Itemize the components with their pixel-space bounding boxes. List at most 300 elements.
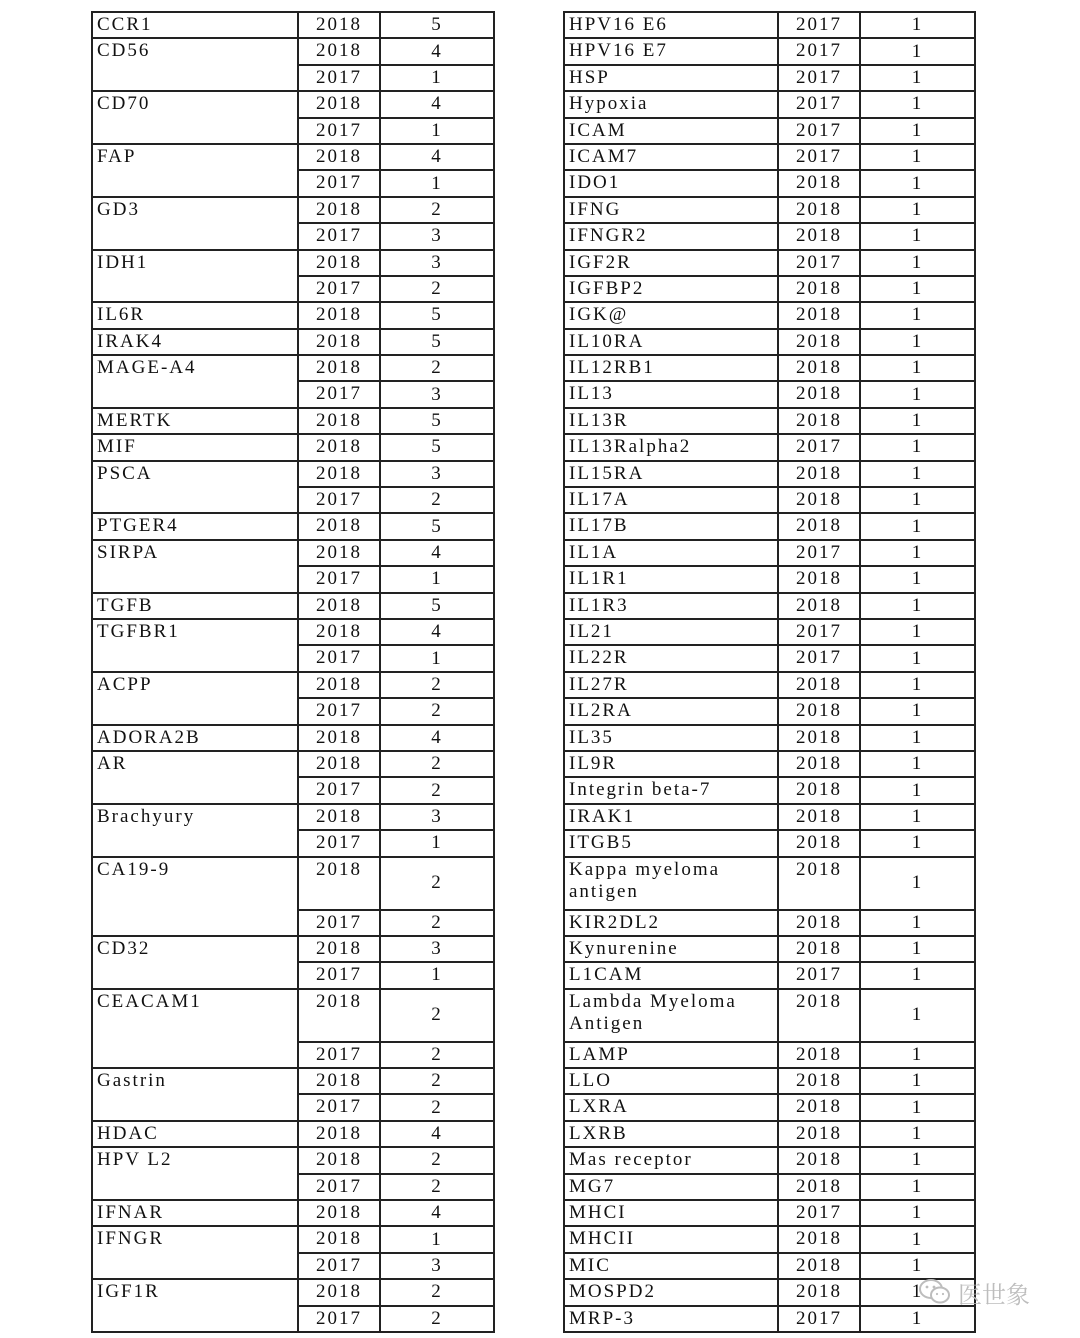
count-cell: 1 bbox=[860, 725, 975, 751]
count-cell: 1 bbox=[380, 65, 494, 91]
target-name-cell: IL27R bbox=[564, 672, 778, 698]
count-cell: 1 bbox=[860, 1200, 975, 1226]
count-cell: 1 bbox=[860, 461, 975, 487]
target-name-cell: L1CAM bbox=[564, 962, 778, 988]
count-cell: 1 bbox=[860, 223, 975, 249]
count-cell: 2 bbox=[380, 1279, 494, 1305]
table-row bbox=[92, 989, 494, 1042]
year-cell: 2017 bbox=[298, 65, 380, 91]
year-cell: 2017 bbox=[298, 910, 380, 936]
year-cell: 2017 bbox=[298, 223, 380, 249]
table-row bbox=[92, 1068, 494, 1094]
target-name-cell: PSCA bbox=[92, 461, 298, 487]
year-cell: 2018 bbox=[778, 487, 860, 513]
target-name-cell: HPV L2 bbox=[92, 1147, 298, 1173]
target-name-cell: MAGE-A4 bbox=[92, 355, 298, 381]
count-cell: 5 bbox=[380, 302, 494, 328]
year-cell: 2018 bbox=[298, 593, 380, 619]
table-row bbox=[92, 962, 494, 988]
table-row bbox=[92, 1174, 494, 1200]
count-cell: 1 bbox=[860, 276, 975, 302]
table-row bbox=[564, 118, 975, 144]
watermark-text: 医世象 bbox=[958, 1280, 1030, 1309]
target-name-cell: CD56 bbox=[92, 38, 298, 64]
table-row bbox=[564, 566, 975, 592]
target-name-cell: IL13R bbox=[564, 408, 778, 434]
count-cell: 1 bbox=[860, 1279, 975, 1305]
count-cell: 1 bbox=[860, 672, 975, 698]
table-row bbox=[564, 276, 975, 302]
target-name-cell bbox=[92, 566, 298, 592]
target-name-cell: LAMP bbox=[564, 1042, 778, 1068]
count-cell: 5 bbox=[380, 513, 494, 539]
target-name-cell: IL13 bbox=[564, 381, 778, 407]
year-cell: 2018 bbox=[778, 593, 860, 619]
target-name-cell: CD70 bbox=[92, 91, 298, 117]
table-row bbox=[564, 540, 975, 566]
table-row bbox=[92, 1147, 494, 1173]
count-cell: 1 bbox=[860, 381, 975, 407]
year-cell: 2018 bbox=[778, 804, 860, 830]
target-name-cell bbox=[92, 1042, 298, 1068]
target-name-cell: IL15RA bbox=[564, 461, 778, 487]
table-row bbox=[92, 355, 494, 381]
table-row bbox=[564, 1147, 975, 1173]
table-row bbox=[92, 936, 494, 962]
table-row bbox=[92, 1121, 494, 1147]
target-name-cell: PTGER4 bbox=[92, 513, 298, 539]
year-cell: 2018 bbox=[298, 12, 380, 38]
target-name-cell: ITGB5 bbox=[564, 830, 778, 856]
count-cell: 5 bbox=[380, 434, 494, 460]
year-cell: 2017 bbox=[298, 566, 380, 592]
table-row bbox=[564, 513, 975, 539]
target-name-cell bbox=[92, 910, 298, 936]
count-cell: 5 bbox=[380, 408, 494, 434]
year-cell: 2018 bbox=[778, 513, 860, 539]
year-cell: 2018 bbox=[778, 830, 860, 856]
count-cell: 2 bbox=[380, 1147, 494, 1173]
table-row bbox=[92, 302, 494, 328]
target-name-cell: CEACAM1 bbox=[92, 989, 298, 1042]
target-name-cell: IDH1 bbox=[92, 250, 298, 276]
table-row bbox=[92, 1279, 494, 1305]
table-row bbox=[92, 1094, 494, 1120]
target-name-cell: Integrin beta-7 bbox=[564, 777, 778, 803]
target-name-cell: ICAM bbox=[564, 118, 778, 144]
count-cell: 1 bbox=[380, 645, 494, 671]
target-name-cell: IFNGR2 bbox=[564, 223, 778, 249]
year-cell: 2018 bbox=[778, 355, 860, 381]
target-name-cell: ADORA2B bbox=[92, 725, 298, 751]
target-name-cell: IRAK4 bbox=[92, 329, 298, 355]
table-row bbox=[564, 197, 975, 223]
target-name-cell: IGF2R bbox=[564, 250, 778, 276]
count-cell: 5 bbox=[380, 12, 494, 38]
table-row bbox=[564, 329, 975, 355]
year-cell: 2018 bbox=[298, 513, 380, 539]
year-cell: 2018 bbox=[778, 1121, 860, 1147]
table-row bbox=[564, 1121, 975, 1147]
year-cell: 2018 bbox=[298, 989, 380, 1042]
table-row bbox=[564, 619, 975, 645]
count-cell: 4 bbox=[380, 619, 494, 645]
table-row bbox=[564, 381, 975, 407]
table-row bbox=[92, 672, 494, 698]
table-row bbox=[92, 170, 494, 196]
year-cell: 2018 bbox=[778, 698, 860, 724]
table-row bbox=[92, 12, 494, 38]
target-name-cell: MERTK bbox=[92, 408, 298, 434]
count-cell: 1 bbox=[860, 777, 975, 803]
target-name-cell bbox=[92, 276, 298, 302]
target-name-cell bbox=[92, 1174, 298, 1200]
target-name-cell: CA19-9 bbox=[92, 857, 298, 910]
table-row bbox=[92, 118, 494, 144]
table-row bbox=[564, 989, 975, 1042]
table-row bbox=[92, 461, 494, 487]
target-name-cell: AR bbox=[92, 751, 298, 777]
count-cell: 2 bbox=[380, 1306, 494, 1332]
target-name-cell: IL10RA bbox=[564, 329, 778, 355]
target-name-cell: CD32 bbox=[92, 936, 298, 962]
year-cell: 2018 bbox=[298, 540, 380, 566]
count-cell: 2 bbox=[380, 1174, 494, 1200]
table-row bbox=[564, 65, 975, 91]
count-cell: 1 bbox=[380, 170, 494, 196]
wechat-icon bbox=[918, 1277, 952, 1307]
year-cell: 2018 bbox=[298, 1200, 380, 1226]
year-cell: 2018 bbox=[298, 197, 380, 223]
year-cell: 2017 bbox=[298, 1253, 380, 1279]
count-cell: 4 bbox=[380, 38, 494, 64]
table-row bbox=[564, 170, 975, 196]
target-name-cell: ICAM7 bbox=[564, 144, 778, 170]
year-cell: 2018 bbox=[298, 329, 380, 355]
year-cell: 2017 bbox=[298, 830, 380, 856]
target-name-cell: IDO1 bbox=[564, 170, 778, 196]
target-name-cell: HPV16 E6 bbox=[564, 12, 778, 38]
table-row bbox=[92, 513, 494, 539]
count-cell: 3 bbox=[380, 1253, 494, 1279]
target-name-cell: IL1R1 bbox=[564, 566, 778, 592]
target-name-cell: IL9R bbox=[564, 751, 778, 777]
target-name-cell: LXRB bbox=[564, 1121, 778, 1147]
year-cell: 2017 bbox=[298, 276, 380, 302]
year-cell: 2018 bbox=[298, 38, 380, 64]
target-name-cell: KIR2DL2 bbox=[564, 910, 778, 936]
count-cell: 1 bbox=[380, 118, 494, 144]
count-cell: 1 bbox=[380, 566, 494, 592]
table-row bbox=[564, 408, 975, 434]
year-cell: 2017 bbox=[298, 645, 380, 671]
target-name-cell: MRP-3 bbox=[564, 1306, 778, 1332]
count-cell: 4 bbox=[380, 540, 494, 566]
year-cell: 2017 bbox=[778, 1306, 860, 1332]
year-cell: 2017 bbox=[778, 540, 860, 566]
count-cell: 1 bbox=[860, 540, 975, 566]
count-cell: 1 bbox=[860, 962, 975, 988]
count-cell: 1 bbox=[860, 1147, 975, 1173]
table-row bbox=[564, 645, 975, 671]
target-name-cell: Lambda Myeloma Antigen bbox=[564, 989, 778, 1042]
table-row bbox=[92, 197, 494, 223]
year-cell: 2018 bbox=[298, 1226, 380, 1252]
count-cell: 2 bbox=[380, 355, 494, 381]
target-name-cell: LXRA bbox=[564, 1094, 778, 1120]
target-name-cell: IFNG bbox=[564, 197, 778, 223]
target-name-cell: ACPP bbox=[92, 672, 298, 698]
year-cell: 2018 bbox=[298, 1121, 380, 1147]
year-cell: 2017 bbox=[778, 619, 860, 645]
target-name-cell: IL6R bbox=[92, 302, 298, 328]
count-cell: 1 bbox=[860, 751, 975, 777]
table-row bbox=[92, 619, 494, 645]
count-cell: 2 bbox=[380, 276, 494, 302]
table-row bbox=[564, 936, 975, 962]
year-cell: 2018 bbox=[778, 777, 860, 803]
target-name-cell: FAP bbox=[92, 144, 298, 170]
year-cell: 2018 bbox=[778, 170, 860, 196]
target-name-cell bbox=[92, 170, 298, 196]
count-cell: 1 bbox=[860, 1121, 975, 1147]
table-row bbox=[92, 1200, 494, 1226]
count-cell: 4 bbox=[380, 1200, 494, 1226]
target-name-cell bbox=[92, 1306, 298, 1332]
target-name-cell: TGFBR1 bbox=[92, 619, 298, 645]
year-cell: 2018 bbox=[298, 1068, 380, 1094]
count-cell: 1 bbox=[860, 302, 975, 328]
count-cell: 1 bbox=[860, 250, 975, 276]
target-name-cell: IGK@ bbox=[564, 302, 778, 328]
count-cell: 3 bbox=[380, 381, 494, 407]
table-row bbox=[92, 910, 494, 936]
table-row bbox=[92, 751, 494, 777]
count-cell: 1 bbox=[860, 65, 975, 91]
year-cell: 2018 bbox=[298, 1279, 380, 1305]
watermark bbox=[918, 1272, 1058, 1312]
year-cell: 2018 bbox=[778, 197, 860, 223]
table-row bbox=[92, 830, 494, 856]
year-cell: 2018 bbox=[298, 434, 380, 460]
year-cell: 2018 bbox=[778, 910, 860, 936]
count-cell: 1 bbox=[380, 1226, 494, 1252]
target-name-cell: IFNGR bbox=[92, 1226, 298, 1252]
year-cell: 2018 bbox=[778, 751, 860, 777]
target-name-cell: Gastrin bbox=[92, 1068, 298, 1094]
year-cell: 2017 bbox=[778, 144, 860, 170]
table-row bbox=[92, 804, 494, 830]
target-name-cell: LLO bbox=[564, 1068, 778, 1094]
year-cell: 2017 bbox=[778, 91, 860, 117]
table-row bbox=[564, 12, 975, 38]
year-cell: 2018 bbox=[778, 1042, 860, 1068]
table-row bbox=[92, 381, 494, 407]
count-cell: 1 bbox=[860, 408, 975, 434]
count-cell: 2 bbox=[380, 1068, 494, 1094]
table-row bbox=[92, 487, 494, 513]
count-cell: 1 bbox=[860, 1068, 975, 1094]
year-cell: 2018 bbox=[298, 1147, 380, 1173]
target-name-cell bbox=[92, 65, 298, 91]
count-cell: 1 bbox=[860, 645, 975, 671]
count-cell: 1 bbox=[860, 170, 975, 196]
count-cell: 1 bbox=[860, 144, 975, 170]
year-cell: 2017 bbox=[298, 118, 380, 144]
count-cell: 3 bbox=[380, 223, 494, 249]
table-row bbox=[564, 434, 975, 460]
target-name-cell: Mas receptor bbox=[564, 1147, 778, 1173]
year-cell: 2018 bbox=[778, 461, 860, 487]
count-cell: 2 bbox=[380, 197, 494, 223]
year-cell: 2018 bbox=[778, 1147, 860, 1173]
table-row bbox=[564, 461, 975, 487]
target-name-cell bbox=[92, 1253, 298, 1279]
target-name-cell: CCR1 bbox=[92, 12, 298, 38]
table-row bbox=[92, 593, 494, 619]
target-name-cell: IL1R3 bbox=[564, 593, 778, 619]
table-row bbox=[564, 250, 975, 276]
year-cell: 2018 bbox=[778, 408, 860, 434]
table-row bbox=[92, 408, 494, 434]
year-cell: 2018 bbox=[778, 276, 860, 302]
count-cell: 2 bbox=[380, 777, 494, 803]
count-cell: 2 bbox=[380, 989, 494, 1042]
count-cell: 3 bbox=[380, 461, 494, 487]
table-row bbox=[564, 1042, 975, 1068]
year-cell: 2018 bbox=[778, 1094, 860, 1120]
year-cell: 2018 bbox=[778, 857, 860, 910]
count-cell: 1 bbox=[860, 1226, 975, 1252]
target-name-cell: IL12RB1 bbox=[564, 355, 778, 381]
table-row bbox=[564, 1094, 975, 1120]
year-cell: 2017 bbox=[778, 1200, 860, 1226]
count-cell: 1 bbox=[860, 329, 975, 355]
year-cell: 2017 bbox=[298, 487, 380, 513]
count-cell: 1 bbox=[860, 197, 975, 223]
count-cell: 3 bbox=[380, 804, 494, 830]
target-name-cell: TGFB bbox=[92, 593, 298, 619]
year-cell: 2018 bbox=[298, 250, 380, 276]
count-cell: 3 bbox=[380, 936, 494, 962]
year-cell: 2017 bbox=[778, 250, 860, 276]
year-cell: 2017 bbox=[298, 1174, 380, 1200]
target-name-cell bbox=[92, 830, 298, 856]
year-cell: 2018 bbox=[298, 355, 380, 381]
table-row bbox=[92, 91, 494, 117]
table-row bbox=[564, 1226, 975, 1252]
table-row bbox=[564, 698, 975, 724]
table-row bbox=[564, 355, 975, 381]
table-row bbox=[564, 1174, 975, 1200]
target-name-cell bbox=[92, 777, 298, 803]
count-cell: 1 bbox=[860, 857, 975, 910]
target-name-cell: Hypoxia bbox=[564, 91, 778, 117]
count-cell: 1 bbox=[860, 1306, 975, 1332]
year-cell: 2018 bbox=[298, 91, 380, 117]
table-row bbox=[92, 38, 494, 64]
year-cell: 2018 bbox=[778, 725, 860, 751]
year-cell: 2017 bbox=[298, 170, 380, 196]
target-name-cell: IL21 bbox=[564, 619, 778, 645]
target-name-cell bbox=[92, 223, 298, 249]
year-cell: 2017 bbox=[298, 1094, 380, 1120]
table-row bbox=[564, 962, 975, 988]
year-cell: 2018 bbox=[298, 672, 380, 698]
count-cell: 1 bbox=[860, 989, 975, 1042]
target-name-cell: Brachyury bbox=[92, 804, 298, 830]
year-cell: 2017 bbox=[778, 118, 860, 144]
year-cell: 2017 bbox=[298, 698, 380, 724]
table-row bbox=[564, 38, 975, 64]
year-cell: 2018 bbox=[778, 989, 860, 1042]
target-name-cell: IL13Ralpha2 bbox=[564, 434, 778, 460]
year-cell: 2017 bbox=[298, 777, 380, 803]
table-row bbox=[92, 777, 494, 803]
target-name-cell: IL17A bbox=[564, 487, 778, 513]
table-row bbox=[92, 1253, 494, 1279]
year-cell: 2017 bbox=[778, 12, 860, 38]
count-cell: 1 bbox=[860, 1042, 975, 1068]
target-name-cell: MHCI bbox=[564, 1200, 778, 1226]
table-row bbox=[564, 751, 975, 777]
table-row bbox=[564, 672, 975, 698]
table-row bbox=[92, 144, 494, 170]
target-name-cell: HDAC bbox=[92, 1121, 298, 1147]
target-name-cell: GD3 bbox=[92, 197, 298, 223]
table-row bbox=[564, 1306, 975, 1332]
table-row bbox=[92, 540, 494, 566]
table-row bbox=[92, 250, 494, 276]
target-name-cell: IL17B bbox=[564, 513, 778, 539]
year-cell: 2018 bbox=[778, 1068, 860, 1094]
target-name-cell: IFNAR bbox=[92, 1200, 298, 1226]
year-cell: 2018 bbox=[298, 461, 380, 487]
year-cell: 2018 bbox=[778, 223, 860, 249]
count-cell: 1 bbox=[860, 434, 975, 460]
year-cell: 2017 bbox=[298, 1306, 380, 1332]
count-cell: 1 bbox=[860, 830, 975, 856]
year-cell: 2017 bbox=[298, 1042, 380, 1068]
year-cell: 2018 bbox=[298, 804, 380, 830]
table-row bbox=[564, 1279, 975, 1305]
count-cell: 4 bbox=[380, 91, 494, 117]
target-name-cell bbox=[92, 1094, 298, 1120]
count-cell: 1 bbox=[860, 355, 975, 381]
year-cell: 2017 bbox=[778, 38, 860, 64]
count-cell: 1 bbox=[380, 830, 494, 856]
year-cell: 2018 bbox=[778, 302, 860, 328]
table-row bbox=[564, 725, 975, 751]
table-row bbox=[92, 434, 494, 460]
count-cell: 4 bbox=[380, 725, 494, 751]
year-cell: 2018 bbox=[778, 329, 860, 355]
count-cell: 1 bbox=[860, 619, 975, 645]
count-cell: 1 bbox=[860, 910, 975, 936]
year-cell: 2018 bbox=[778, 936, 860, 962]
target-name-cell: Kynurenine bbox=[564, 936, 778, 962]
target-name-cell: HSP bbox=[564, 65, 778, 91]
table-row bbox=[92, 698, 494, 724]
target-name-cell: IGF1R bbox=[92, 1279, 298, 1305]
year-cell: 2018 bbox=[298, 408, 380, 434]
count-cell: 1 bbox=[860, 566, 975, 592]
target-name-cell bbox=[92, 118, 298, 144]
target-name-cell bbox=[92, 487, 298, 513]
year-cell: 2018 bbox=[298, 857, 380, 910]
count-cell: 5 bbox=[380, 329, 494, 355]
target-name-cell: MHCII bbox=[564, 1226, 778, 1252]
